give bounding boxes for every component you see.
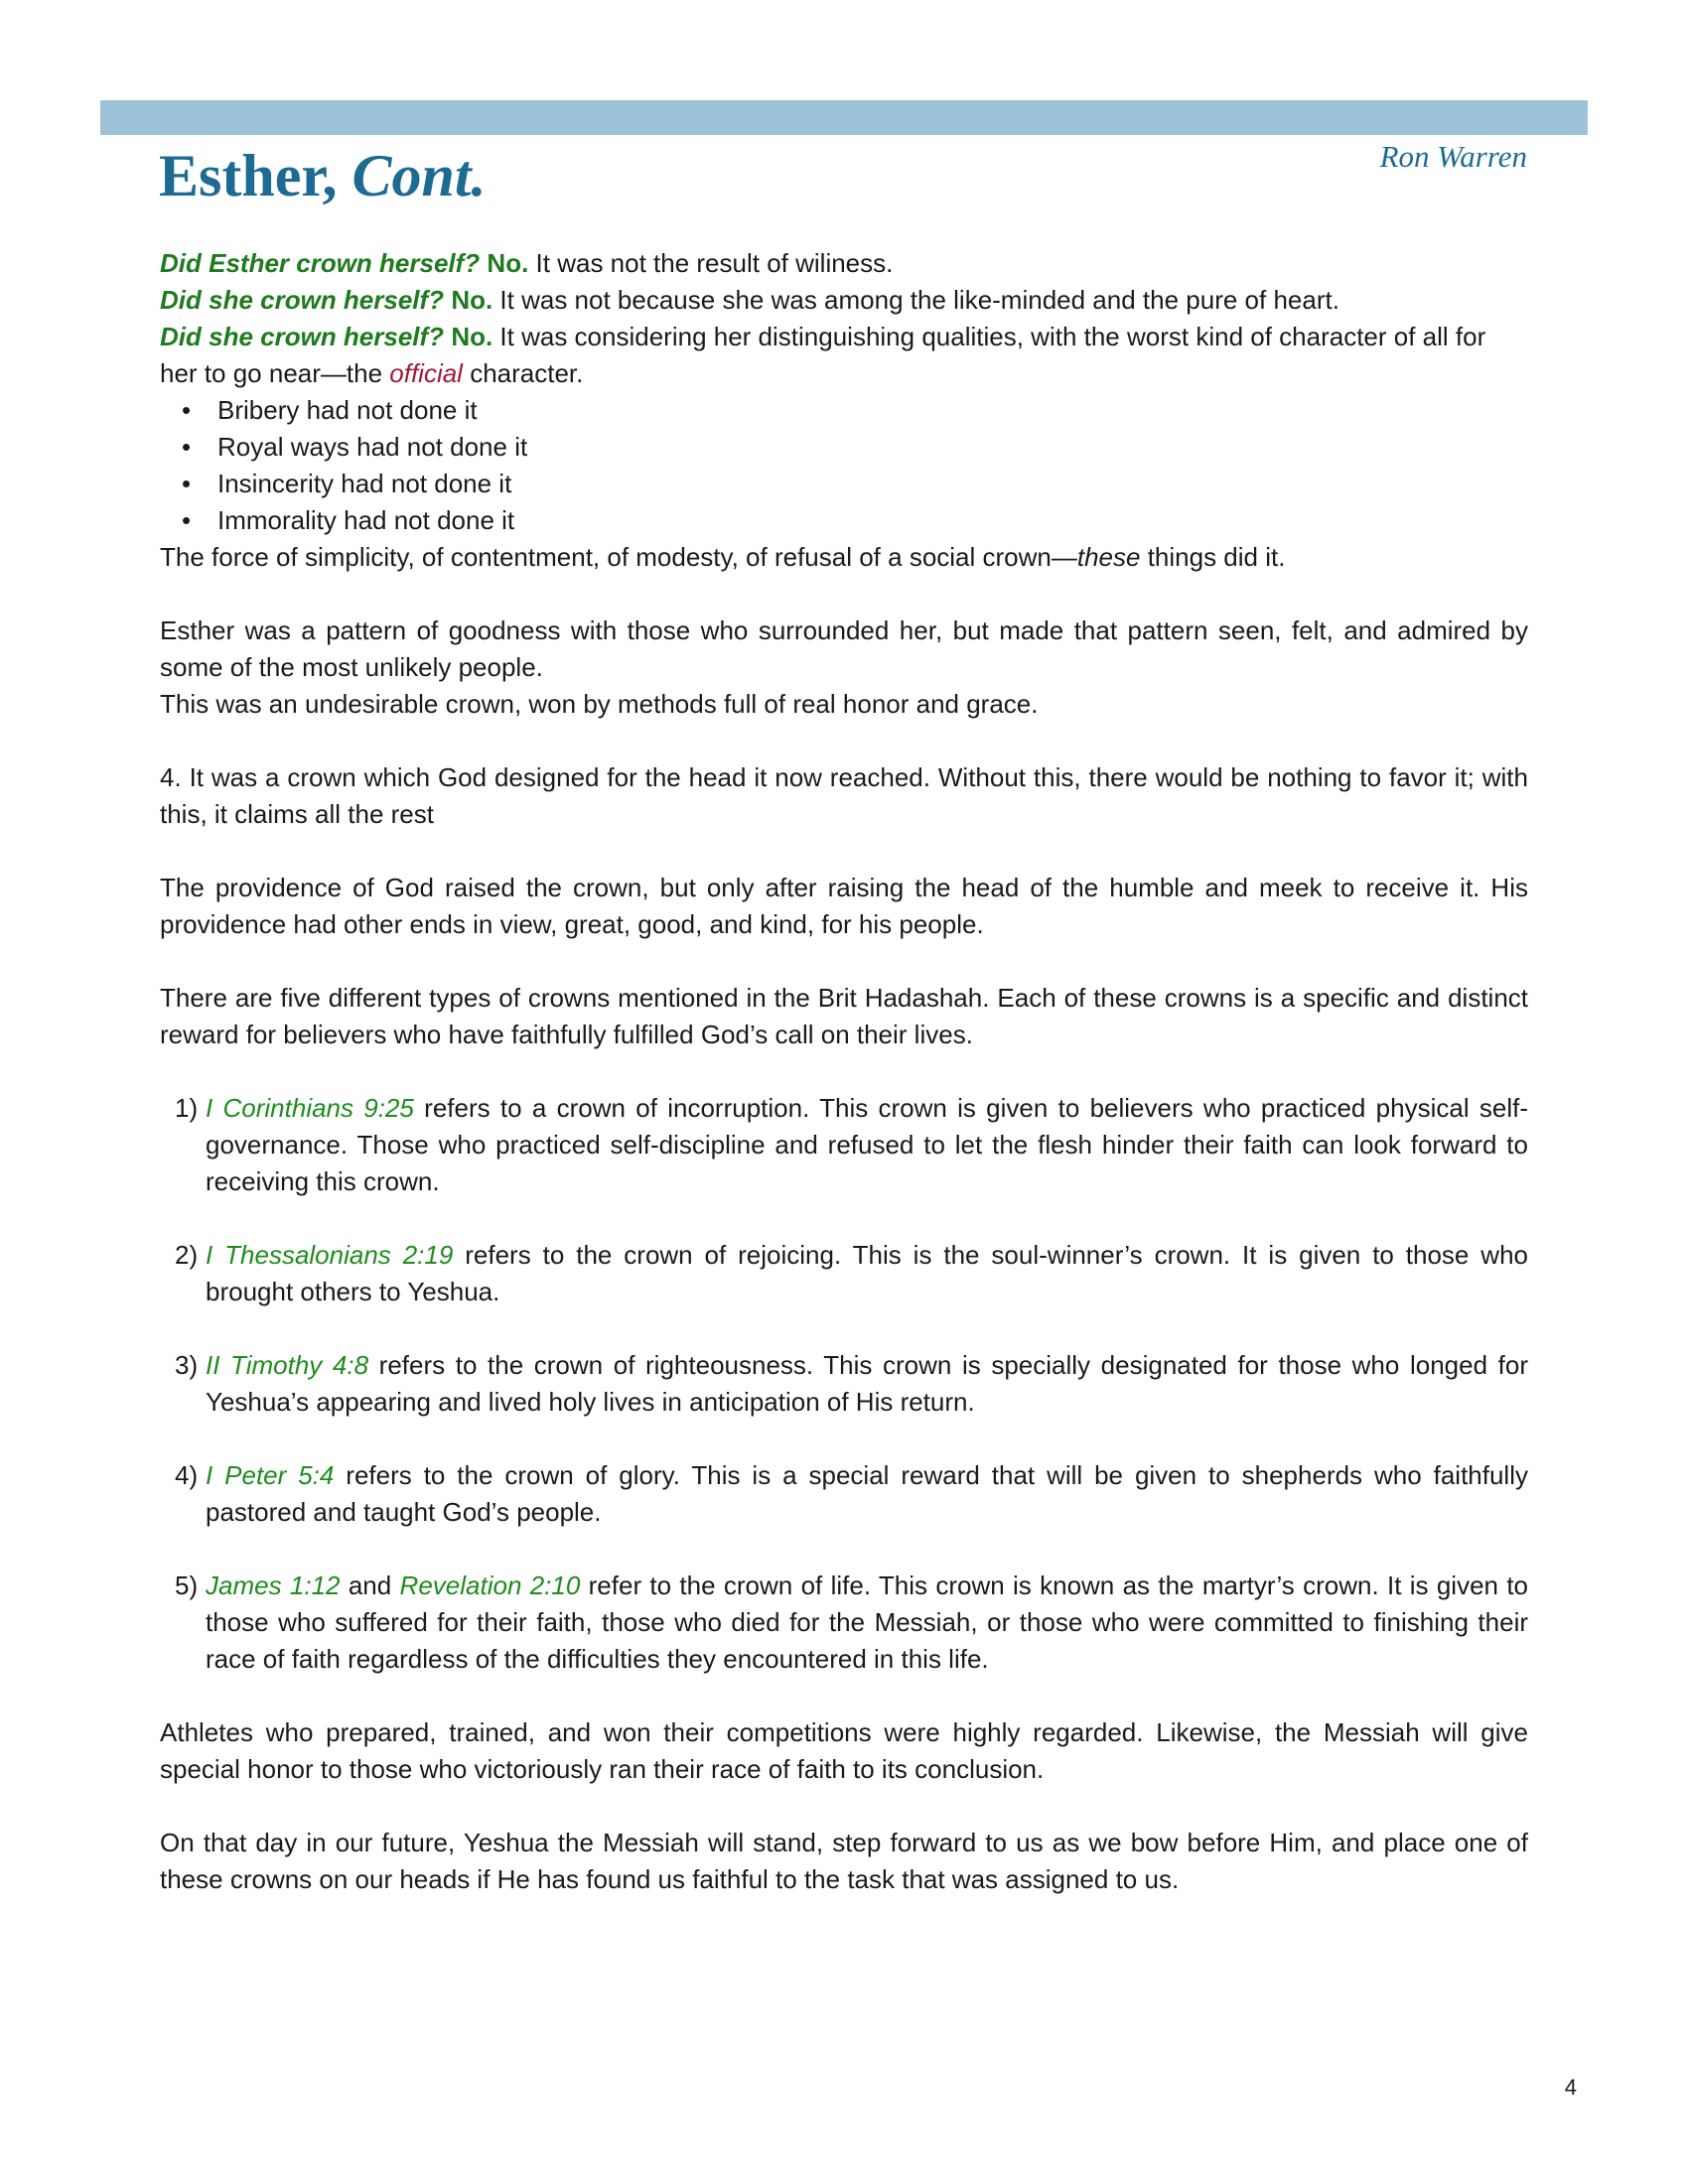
five-types-paragraph: There are five different types of crowns mentioned in the Brit Hadashah. Each of these crowns is a specific and distinct reward for believers who have faithfully fulfilled God’s call on their lives.: [160, 983, 1528, 1049]
author-name: Ron Warren: [1379, 139, 1527, 174]
crown-number: 2): [175, 1240, 199, 1270]
bullet-icon: •: [182, 432, 192, 462]
scripture-reference: II Timothy 4:8: [206, 1350, 369, 1380]
crown-number: 4): [175, 1460, 199, 1490]
question-text: Did she crown herself?: [160, 322, 445, 351]
question-rest: It was not because she was among the like-minded and the pure of heart.: [492, 285, 1339, 315]
undesirable-paragraph: This was an undesirable crown, won by methods full of real honor and grace.: [160, 689, 1039, 719]
athletes-paragraph: Athletes who prepared, trained, and won their competitions were highly regarded. Likewise, the Messiah will give special honor to those who victoriously ran their race of faith to its conclusion.: [160, 1717, 1528, 1784]
crown-item: [160, 1090, 1528, 1200]
header-bar: [100, 100, 1588, 135]
scripture-reference: I Thessalonians 2:19: [206, 1240, 454, 1270]
spacer: [160, 1200, 1528, 1237]
bullet-icon: •: [182, 505, 192, 535]
list-item: [160, 429, 1528, 466]
title-main: Esther,: [159, 143, 338, 208]
scripture-reference: James 1:12: [206, 1570, 341, 1600]
spacer: [160, 1788, 1528, 1825]
scripture-reference-2: Revelation 2:10: [399, 1570, 581, 1600]
list-item-text: Insincerity had not done it: [217, 469, 512, 498]
providence-paragraph: The providence of God raised the crown, but only after raising the head of the humble and meek to receive it. His providence had other ends in view, great, good, and kind, for his people.: [160, 873, 1528, 939]
crown-item: [160, 1568, 1528, 1678]
crown-text: refers to the crown of rejoicing. This is the soul-winner’s crown. It is given to those who brought others to Yeshua.: [206, 1240, 1529, 1306]
bullet-icon: •: [182, 395, 192, 425]
list-item: [160, 502, 1528, 539]
that-day-paragraph: On that day in our future, Yeshua the Messiah will stand, step forward to us as we bow before Him, and place one of these crowns on our heads if He has found us faithful to the task that was assigned to us.: [160, 1828, 1528, 1894]
list-item: [160, 466, 1528, 502]
crown-item: [160, 1237, 1528, 1310]
title-cont: Cont.: [352, 143, 487, 208]
spacer: [160, 1678, 1528, 1714]
force-text: The force of simplicity, of contentment, of modesty, of refusal of a social crown—: [160, 542, 1077, 572]
spacer: [160, 576, 1528, 613]
question-line: [160, 319, 1528, 392]
list-item: [160, 392, 1528, 429]
crown-text: refer to the crown of life. This crown is known as the martyr’s crown. It is given to those who suffered for their faith, those who died for the Messiah, or those who were committed to finishing their race of faith regardless of the difficulties they encountered in this life.: [206, 1570, 1529, 1674]
answer-no: No.: [487, 248, 529, 278]
bullet-list: [160, 392, 1528, 539]
crown-text: refers to the crown of righteousness. This crown is specially designated for those who longed for Yeshua’s appearing and lived holy lives in anticipation of His return.: [206, 1350, 1528, 1417]
answer-no: No.: [451, 322, 493, 351]
list-item-text: Royal ways had not done it: [217, 432, 528, 462]
spacer: [160, 1421, 1528, 1457]
crown-text: refers to a crown of incorruption. This crown is given to believers who practiced physical self-governance. Those who practiced self-discipline and refused to let the flesh hinder their faith can look forward to receiving this crown.: [206, 1093, 1528, 1196]
article-body: [160, 245, 1528, 1898]
spacer: [160, 723, 1528, 759]
crown-item: [160, 1347, 1528, 1421]
crown-number: 3): [175, 1350, 199, 1380]
answer-no: No.: [451, 285, 493, 315]
crown-number: 1): [175, 1093, 199, 1123]
spacer: [160, 1053, 1528, 1090]
spacer: [160, 833, 1528, 870]
spacer: [160, 1531, 1528, 1568]
scripture-reference: I Peter 5:4: [206, 1460, 335, 1490]
crown-text: refers to the crown of glory. This is a special reward that will be given to shepherds who faithfully pastored and taught God’s people.: [206, 1460, 1528, 1527]
question-line: [160, 282, 1528, 319]
question-text: Did she crown herself?: [160, 285, 445, 315]
bullet-icon: •: [182, 469, 192, 498]
crown-number: 5): [175, 1570, 199, 1600]
official-word: official: [389, 358, 463, 388]
page-number: 4: [1564, 2075, 1577, 2100]
spacer: [160, 943, 1528, 980]
spacer: [160, 1310, 1528, 1347]
scripture-reference: I Corinthians 9:25: [206, 1093, 414, 1123]
page-title: [159, 139, 487, 212]
question-rest: It was not the result of wiliness.: [528, 248, 894, 278]
question-rest-after: character.: [462, 358, 584, 388]
list-item-text: Immorality had not done it: [217, 505, 515, 535]
crown-item: [160, 1457, 1528, 1531]
force-text-after: things did it.: [1140, 542, 1286, 572]
question-line: [160, 245, 1528, 282]
point-four-paragraph: 4. It was a crown which God designed for the head it now reached. Without this, there would be nothing to favor it; with this, it claims all the rest: [160, 762, 1528, 829]
crown-connector: and: [340, 1570, 400, 1600]
force-paragraph: [160, 539, 1528, 576]
question-text: Did Esther crown herself?: [160, 248, 481, 278]
question-rest: It was considering her distinguishing qualities, with the worst kind of character of all for her to go near—the: [160, 322, 1486, 388]
list-item-text: Bribery had not done it: [217, 395, 478, 425]
pattern-paragraph: Esther was a pattern of goodness with those who surrounded her, but made that pattern seen, felt, and admired by some of the most unlikely people.: [160, 615, 1528, 682]
force-emphasis: these: [1076, 542, 1141, 572]
